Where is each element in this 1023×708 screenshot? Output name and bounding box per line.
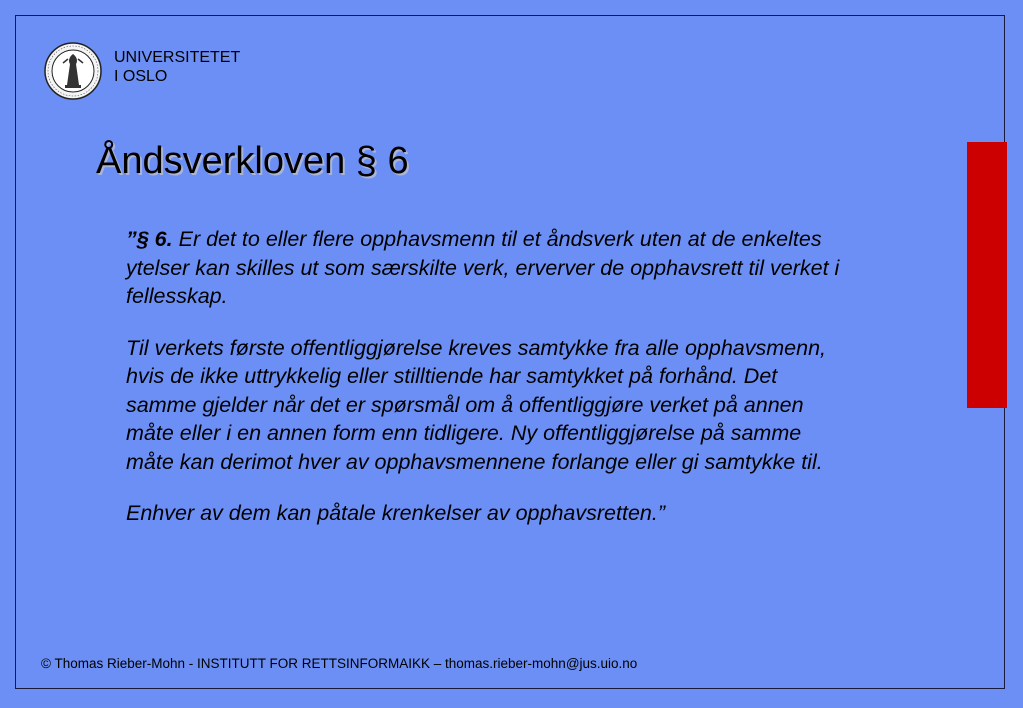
university-name-line2: I OSLO [114,68,168,85]
accent-bar [967,142,1007,408]
university-name-line1: UNIVERSITETET [114,49,241,66]
paragraph-1-text: Er det to eller flere opphavsmenn til et åndsverk uten at de enkeltes ytelser kan skilles ut som særskilte verk, erverver de opphavsrett til verket i fellesskap. [126,227,840,308]
university-name [114,48,240,86]
paragraph-2: Til verkets første offentliggjørelse kreves samtykke fra alle opphavsmenn, hvis de ikke uttrykkelig eller stilltiende har samtykket på forhånd. Det samme gjelder når det er spørsmål om å offentliggjøre verket på annen måte eller i en annen form enn tidligere. Ny offentliggjørelse på samme måte kan derimot hver av opphavsmennene forlange eller gi samtykke til. [126,335,827,474]
slide-title: Åndsverkloven § 6 [96,140,409,182]
section-lead: ”§ 6. [126,227,173,251]
university-seal-icon [43,41,103,101]
paragraph-1 [126,225,846,311]
slide-body [126,225,846,551]
footer-text: © Thomas Rieber-Mohn - INSTITUTT FOR RETTSINFORMAIKK – thomas.rieber-mohn@jus.uio.no [41,656,638,671]
paragraph-3: Enhver av dem kan påtale krenkelser av opphavsretten.” [126,501,665,525]
